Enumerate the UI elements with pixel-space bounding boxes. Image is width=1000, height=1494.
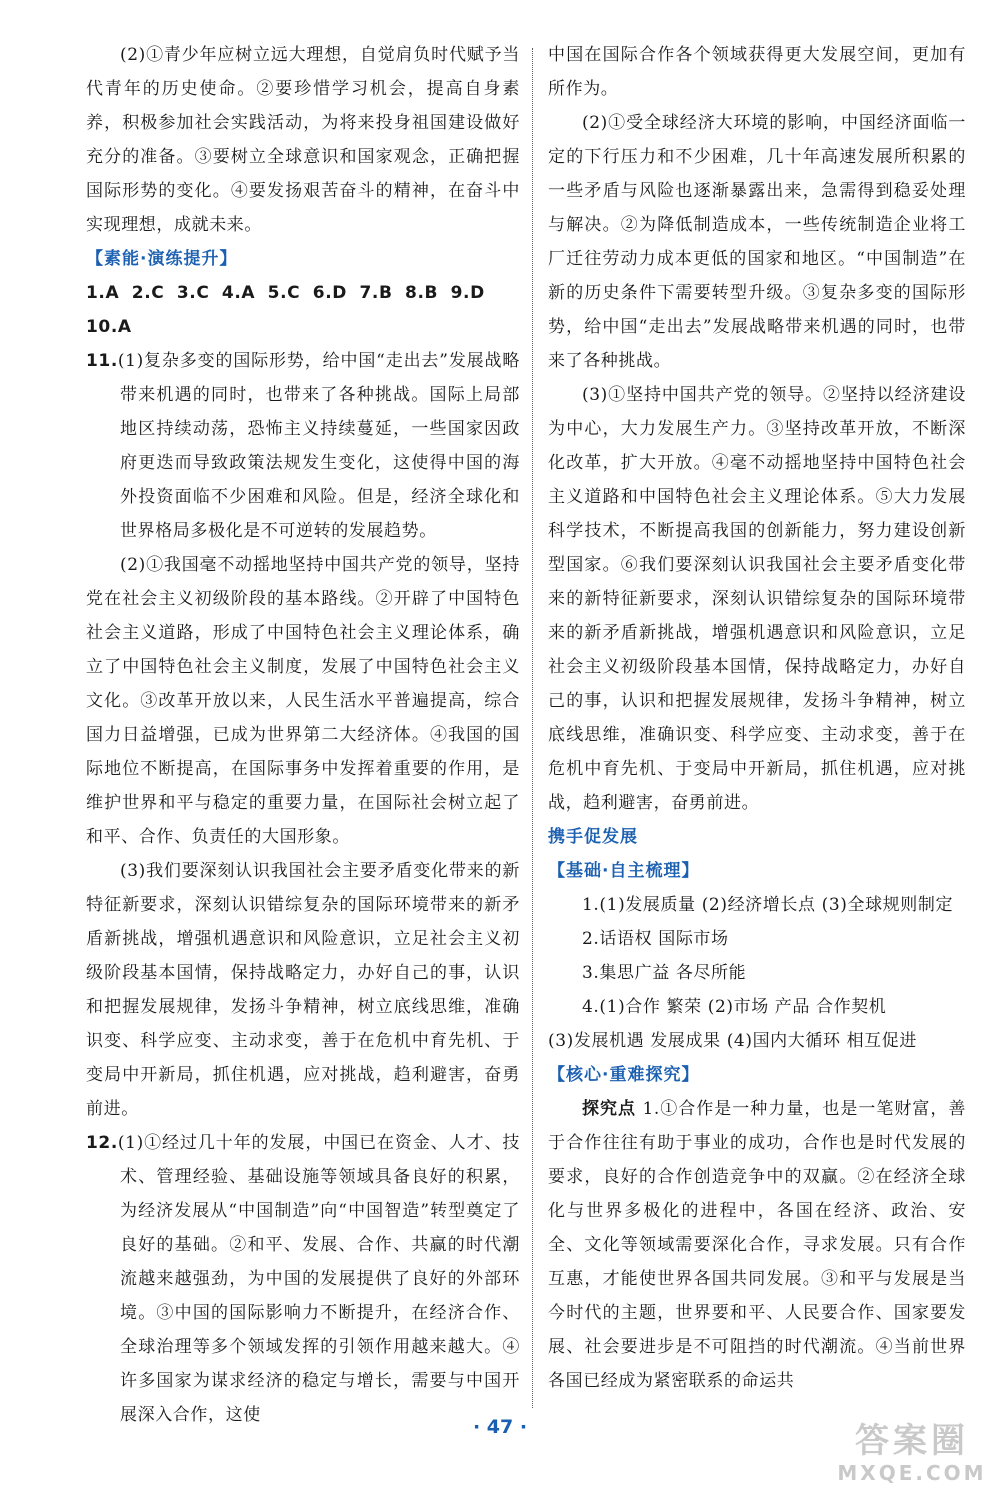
section-heading-practice: 【素能·演练提升】 (86, 249, 238, 269)
question-number: 12. (86, 1133, 118, 1153)
fill-answer: 2.话语权 国际市场 (582, 929, 729, 949)
column-divider (532, 48, 533, 1408)
paragraph: (2)①青少年应树立远大理想，自觉肩负时代赋予当代青年的历史使命。②要珍惜学习机会，提高自身素养，积极参加社会实践活动，为将来投身祖国建设做好充分的准备。③要树立全球意识和国家观念，正确把握国际形势的变化。④要发扬艰苦奋斗的精神，在奋斗中实现理想，成就未来。 (86, 45, 520, 235)
section-heading-basics: 【基础·自主梳理】 (548, 861, 700, 881)
paragraph: (3)①坚持中国共产党的领导。②坚持以经济建设为中心，大力发展生产力。③坚持改革开放，不断深化改革，扩大开放。④毫不动摇地坚持中国特色社会主义道路和中国特色社会主义理论体系。⑤大力发展科学技术，不断提高我国的创新能力，努力建设创新型国家。⑥我们要深刻认识我国社会主要矛盾变化带来的新特征新要求，深刻认识错综复杂的国际环境带来的新矛盾新挑战，增强机遇意识和风险意识，立足社会主义初级阶段基本国情，保持战略定力，办好自己的事，认识和把握发展规律，发扬斗争精神，树立底线思维，准确识变、科学应变、主动求变，善于在危机中育先机、于变局中开新局，抓住机遇，应对挑战，趋利避害，奋勇前进。 (548, 385, 966, 813)
question-text: (1)①经过几十年的发展，中国已在资金、人才、技术、管理经验、基础设施等领域具备良好的积累，为经济发展从“中国制造”向“中国智造”转型奠定了良好的基础。②和平、发展、合作、共赢的时代潮流越来越强劲，为中国的发展提供了良好的外部环境。③中国的国际影响力不断提升，在经济合作、全球治理等多个领域发挥的引领作用越来越大。④许多国家为谋求经济的稳定与增长，需要与中国开展深入合作，这使 (117, 1133, 520, 1425)
explore-text: 1.①合作是一种力量，也是一笔财富，善于合作往往有助于事业的成功，合作也是时代发展的要求，良好的合作创造竞争中的双赢。②在经济全球化与世界多极化的进程中，各国在经济、政治、安全、文化等领域需要深化合作，寻求发展。只有合作互惠，才能使世界各国共同发展。③和平与发展是当今时代的主题，世界要和平、人民要合作、国家要发展、社会要进步是不可阻挡的时代潮流。④当前世界各国已经成为紧密联系的命运共 (548, 1099, 966, 1391)
watermark-logo (832, 1420, 992, 1488)
section-heading-core: 【核心·重难探究】 (548, 1065, 700, 1085)
fill-answer: 3.集思广益 各尽所能 (582, 963, 747, 983)
explore-label: 探究点 (582, 1099, 637, 1119)
fill-answer: 4.(1)合作 繁荣 (2)市场 产品 合作契机 (582, 997, 887, 1017)
explore-paragraph (548, 1092, 966, 1398)
fill-answer: 1.(1)发展质量 (2)经济增长点 (3)全球规则制定 (582, 895, 954, 915)
paragraph: 中国在国际合作各个领域获得更大发展空间，更加有所作为。 (548, 45, 966, 99)
answer-key-row: 10.A (86, 317, 132, 337)
question-11-part-1 (86, 344, 520, 548)
fill-answer: (3)发展机遇 发展成果 (4)国内大循环 相互促进 (548, 1031, 917, 1051)
question-12-part-1 (86, 1126, 520, 1432)
answer-key-row: 1.A 2.C 3.C 4.A 5.C 6.D 7.B 8.B 9.D (86, 283, 485, 303)
watermark-text: 答案圈 (855, 1421, 969, 1461)
section-title: 携手促发展 (548, 827, 638, 847)
left-column (86, 38, 520, 1432)
question-text: (1)复杂多变的国际形势，给中国“走出去”发展战略带来机遇的同时，也带来了各种挑战。国际上局部地区持续动荡，恐怖主义持续蔓延，一些国家因政府更迭而导致政策法规发生变化，这使得中国的海外投资面临不少困难和风险。但是，经济全球化和世界格局多极化是不可逆转的发展趋势。 (117, 351, 520, 541)
question-11-part-2: (2)①我国毫不动摇地坚持中国共产党的领导，坚持党在社会主义初级阶段的基本路线。②开辟了中国特色社会主义道路，形成了中国特色社会主义理论体系，确立了中国特色社会主义制度，发展了中国特色社会主义文化。③改革开放以来，人民生活水平普遍提高，综合国力日益增强，已成为世界第二大经济体。④我国的国际地位不断提高，在国际事务中发挥着重要的作用，是维护世界和平与稳定的重要力量，在国际社会树立起了和平、合作、负责任的大国形象。 (86, 555, 520, 847)
question-number: 11. (86, 351, 118, 371)
watermark-url: MXQE.COM (837, 1461, 987, 1485)
right-column (548, 38, 966, 1398)
question-11-part-3: (3)我们要深刻认识我国社会主要矛盾变化带来的新特征新要求，深刻认识错综复杂的国际环境带来的新矛盾新挑战，增强机遇意识和风险意识，立足社会主义初级阶段基本国情，保持战略定力，办好自己的事，认识和把握发展规律，发扬斗争精神，树立底线思维，准确识变、科学应变、主动求变，善于在危机中育先机、于变局中开新局，抓住机遇，应对挑战，趋利避害，奋勇前进。 (86, 861, 520, 1119)
page-number: · 47 · (472, 1416, 528, 1438)
paragraph: (2)①受全球经济大环境的影响，中国经济面临一定的下行压力和不少困难，几十年高速发展所积累的一些矛盾与风险也逐渐暴露出来，急需得到稳妥处理与解决。②为降低制造成本，一些传统制造企业将工厂迁往劳动力成本更低的国家和地区。“中国制造”在新的历史条件下需要转型升级。③复杂多变的国际形势，给中国“走出去”发展战略带来机遇的同时，也带来了各种挑战。 (548, 113, 966, 371)
